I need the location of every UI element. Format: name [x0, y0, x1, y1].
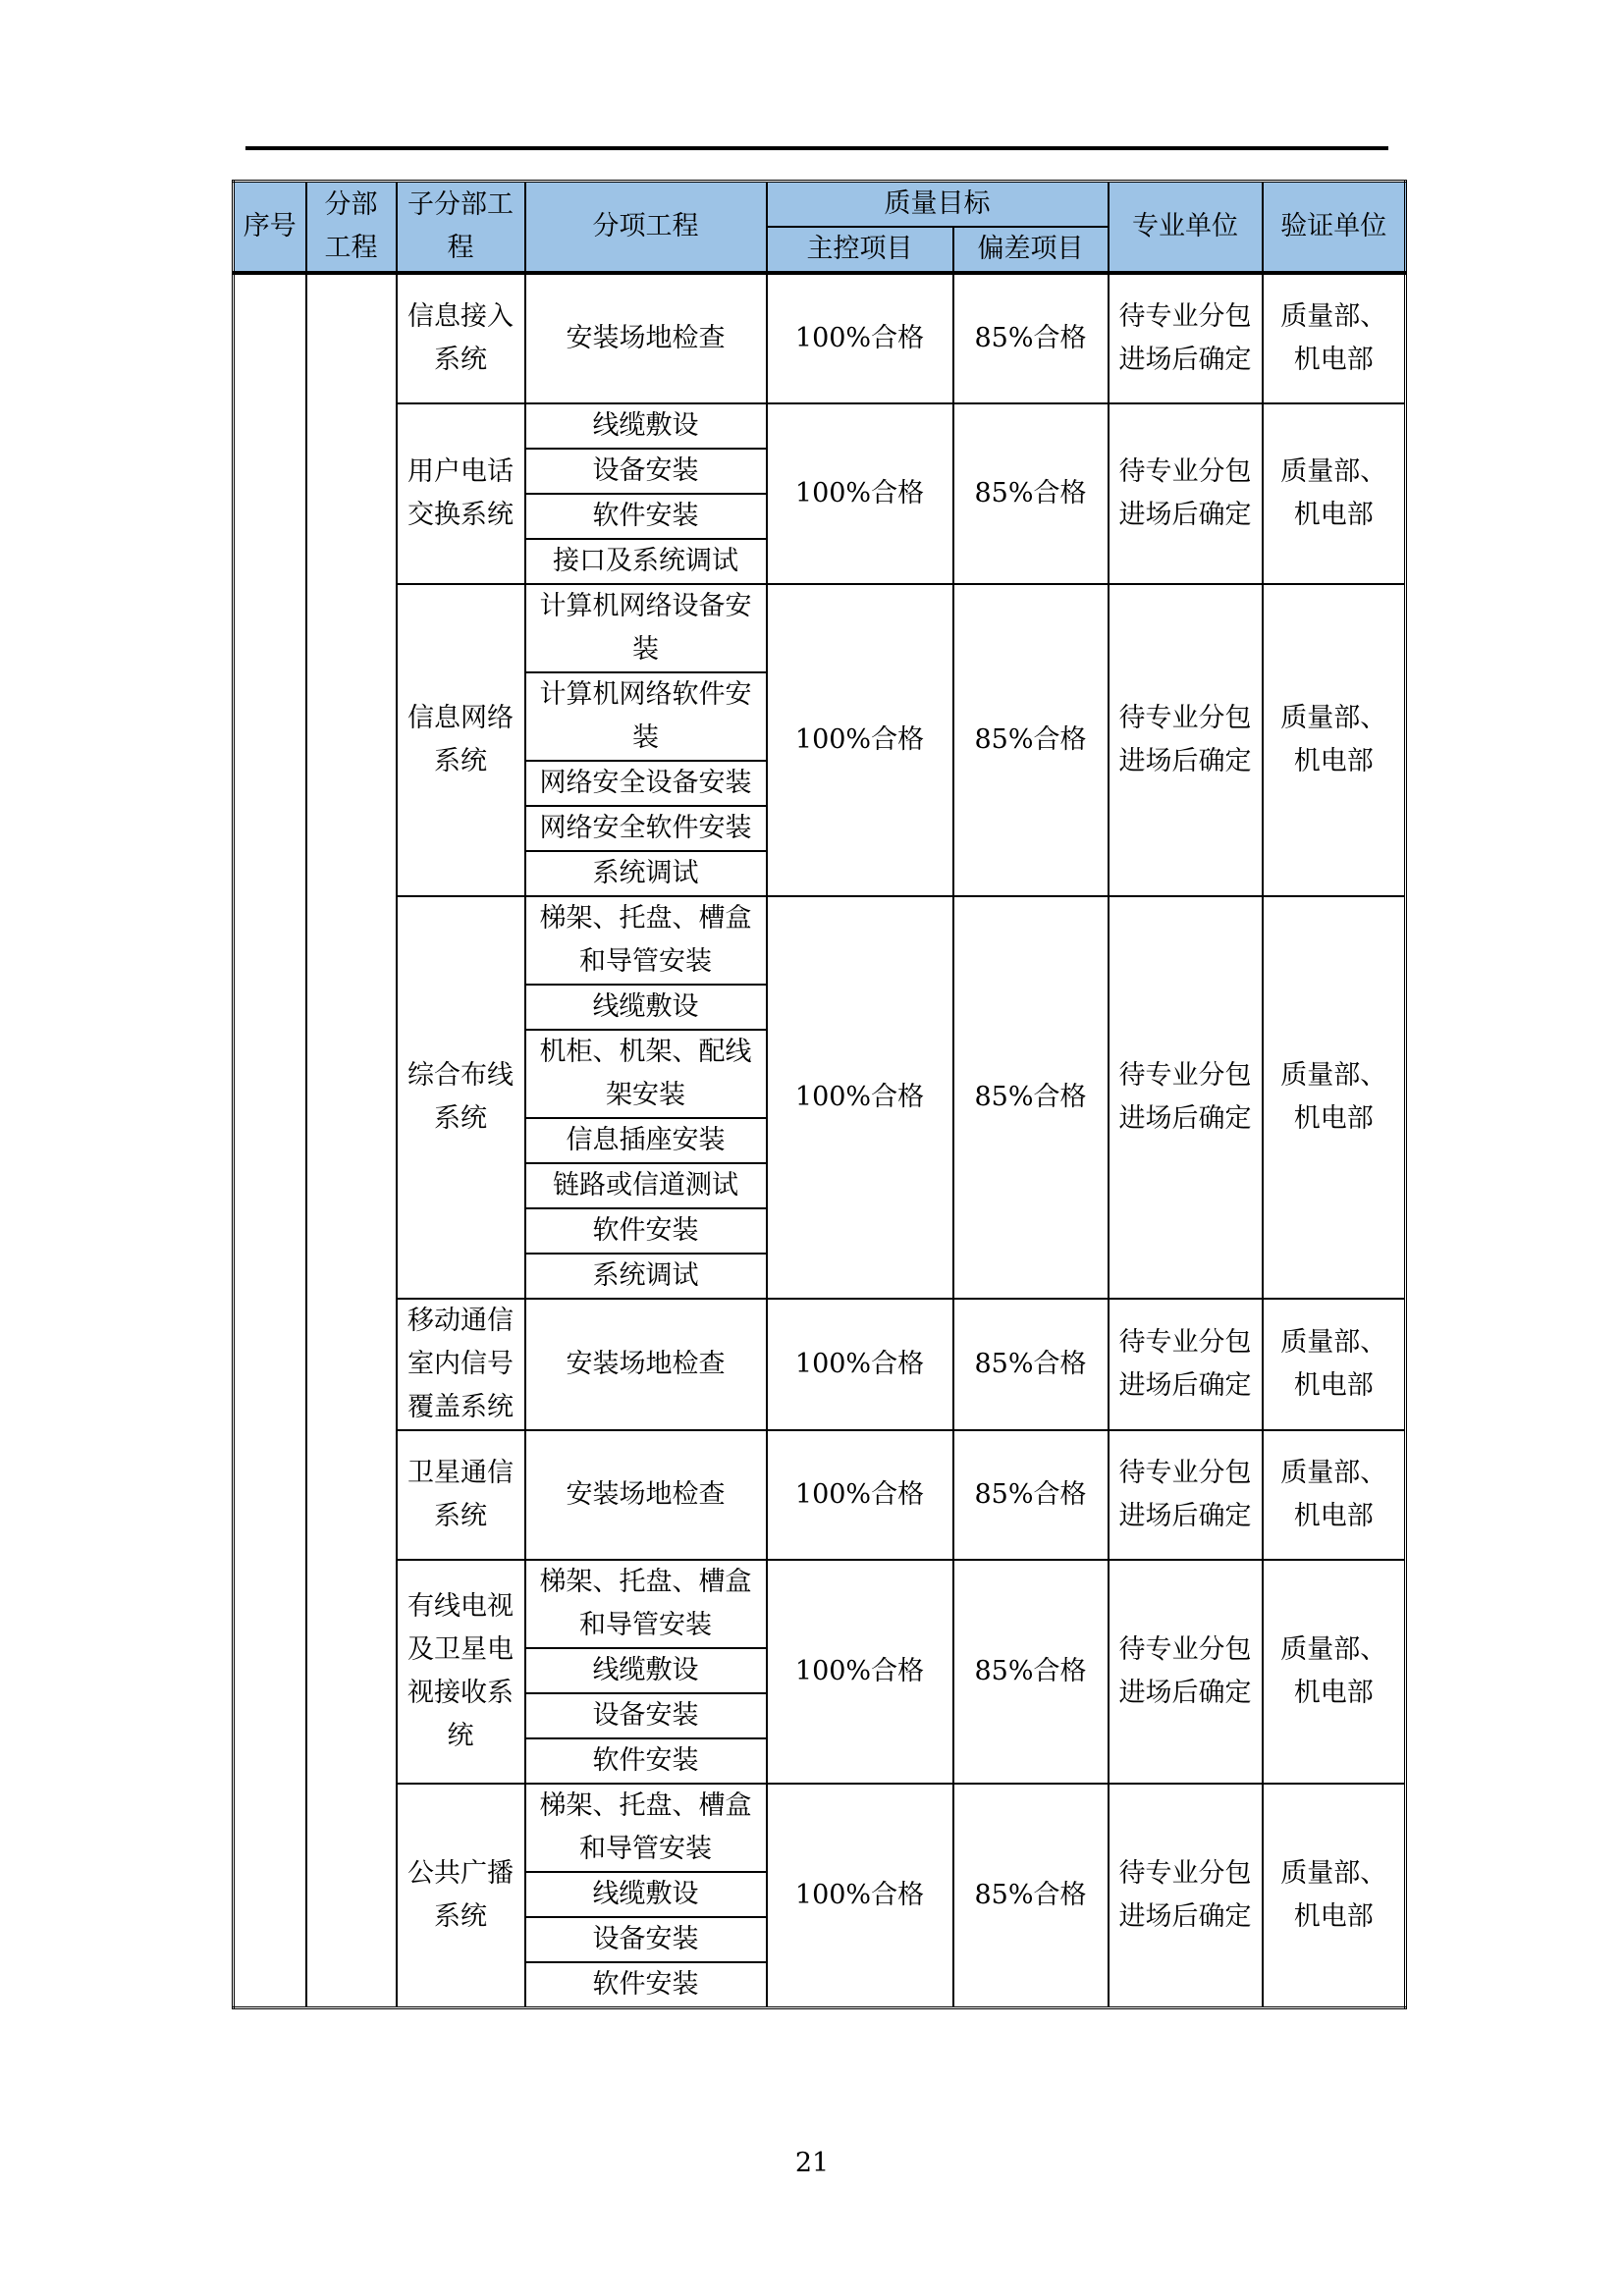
item-cell: 安装场地检查 [525, 1430, 767, 1560]
specialty-unit-cell: 待专业分包进场后确定 [1109, 273, 1263, 403]
item-cell: 信息插座安装 [525, 1118, 767, 1163]
item-cell: 网络安全设备安装 [525, 761, 767, 806]
item-cell: 线缆敷设 [525, 985, 767, 1030]
specialty-unit-cell: 待专业分包进场后确定 [1109, 896, 1263, 1299]
deviation-cell: 85%合格 [953, 273, 1109, 403]
deviation-cell: 85%合格 [953, 403, 1109, 584]
table-row [234, 403, 1406, 449]
verify-unit-cell: 质量部、机电部 [1263, 896, 1406, 1299]
header-verify-unit: 验证单位 [1263, 182, 1406, 274]
quality-target-table [232, 180, 1407, 2009]
verify-unit-cell: 质量部、机电部 [1263, 1784, 1406, 2008]
table-row [234, 273, 1406, 403]
deviation-cell: 85%合格 [953, 1299, 1109, 1430]
item-cell: 接口及系统调试 [525, 539, 767, 584]
item-cell: 软件安装 [525, 1962, 767, 2008]
verify-unit-cell: 质量部、机电部 [1263, 403, 1406, 584]
table-row [234, 1299, 1406, 1430]
item-cell: 软件安装 [525, 1738, 767, 1784]
main-control-cell: 100%合格 [767, 1299, 953, 1430]
subdivision-cell: 用户电话交换系统 [397, 403, 525, 584]
item-cell: 机柜、机架、配线架安装 [525, 1030, 767, 1118]
subdivision-cell: 移动通信室内信号覆盖系统 [397, 1299, 525, 1430]
deviation-cell: 85%合格 [953, 1560, 1109, 1784]
deviation-cell: 85%合格 [953, 1430, 1109, 1560]
item-cell: 梯架、托盘、槽盒和导管安装 [525, 1784, 767, 1872]
subdivision-cell: 公共广播系统 [397, 1784, 525, 2008]
table-row [234, 896, 1406, 985]
main-control-cell: 100%合格 [767, 896, 953, 1299]
main-control-cell: 100%合格 [767, 584, 953, 896]
verify-unit-cell: 质量部、机电部 [1263, 1560, 1406, 1784]
deviation-cell: 85%合格 [953, 584, 1109, 896]
main-control-cell: 100%合格 [767, 1560, 953, 1784]
item-cell: 梯架、托盘、槽盒和导管安装 [525, 1560, 767, 1648]
header-division: 分部工程 [306, 182, 397, 274]
specialty-unit-cell: 待专业分包进场后确定 [1109, 403, 1263, 584]
seq-cell [234, 273, 306, 2008]
main-control-cell: 100%合格 [767, 1784, 953, 2008]
item-cell: 设备安装 [525, 1917, 767, 1962]
header-main-control: 主控项目 [767, 227, 953, 273]
header-item: 分项工程 [525, 182, 767, 274]
verify-unit-cell: 质量部、机电部 [1263, 1299, 1406, 1430]
item-cell: 线缆敷设 [525, 1648, 767, 1693]
specialty-unit-cell: 待专业分包进场后确定 [1109, 1784, 1263, 2008]
item-cell: 网络安全软件安装 [525, 806, 767, 851]
subdivision-cell: 信息网络系统 [397, 584, 525, 896]
header-specialty-unit: 专业单位 [1109, 182, 1263, 274]
item-cell: 链路或信道测试 [525, 1163, 767, 1208]
main-control-cell: 100%合格 [767, 1430, 953, 1560]
specialty-unit-cell: 待专业分包进场后确定 [1109, 1299, 1263, 1430]
table-row [234, 1560, 1406, 1648]
page-number: 21 [794, 2148, 830, 2178]
main-control-cell: 100%合格 [767, 273, 953, 403]
item-cell: 安装场地检查 [525, 273, 767, 403]
main-control-cell: 100%合格 [767, 403, 953, 584]
item-cell: 软件安装 [525, 1208, 767, 1254]
subdivision-cell: 信息接入系统 [397, 273, 525, 403]
subdivision-cell: 综合布线系统 [397, 896, 525, 1299]
item-cell: 线缆敷设 [525, 403, 767, 449]
header-seq: 序号 [234, 182, 306, 274]
verify-unit-cell: 质量部、机电部 [1263, 273, 1406, 403]
deviation-cell: 85%合格 [953, 896, 1109, 1299]
item-cell: 线缆敷设 [525, 1872, 767, 1917]
specialty-unit-cell: 待专业分包进场后确定 [1109, 584, 1263, 896]
item-cell: 计算机网络设备安装 [525, 584, 767, 672]
specialty-unit-cell: 待专业分包进场后确定 [1109, 1560, 1263, 1784]
verify-unit-cell: 质量部、机电部 [1263, 584, 1406, 896]
header-rule [245, 146, 1388, 150]
deviation-cell: 85%合格 [953, 1784, 1109, 2008]
table-row [234, 1784, 1406, 1872]
item-cell: 安装场地检查 [525, 1299, 767, 1430]
header-subdivision: 子分部工程 [397, 182, 525, 274]
item-cell: 软件安装 [525, 494, 767, 539]
item-cell: 系统调试 [525, 1254, 767, 1299]
verify-unit-cell: 质量部、机电部 [1263, 1430, 1406, 1560]
item-cell: 设备安装 [525, 1693, 767, 1738]
table-row [234, 1430, 1406, 1560]
table-row [234, 584, 1406, 672]
specialty-unit-cell: 待专业分包进场后确定 [1109, 1430, 1263, 1560]
subdivision-cell: 卫星通信系统 [397, 1430, 525, 1560]
subdivision-cell: 有线电视及卫星电视接收系统 [397, 1560, 525, 1784]
header-deviation: 偏差项目 [953, 227, 1109, 273]
item-cell: 系统调试 [525, 851, 767, 896]
item-cell: 计算机网络软件安装 [525, 672, 767, 761]
item-cell: 梯架、托盘、槽盒和导管安装 [525, 896, 767, 985]
header-quality-target: 质量目标 [767, 182, 1109, 228]
division-cell [306, 273, 397, 2008]
item-cell: 设备安装 [525, 449, 767, 494]
